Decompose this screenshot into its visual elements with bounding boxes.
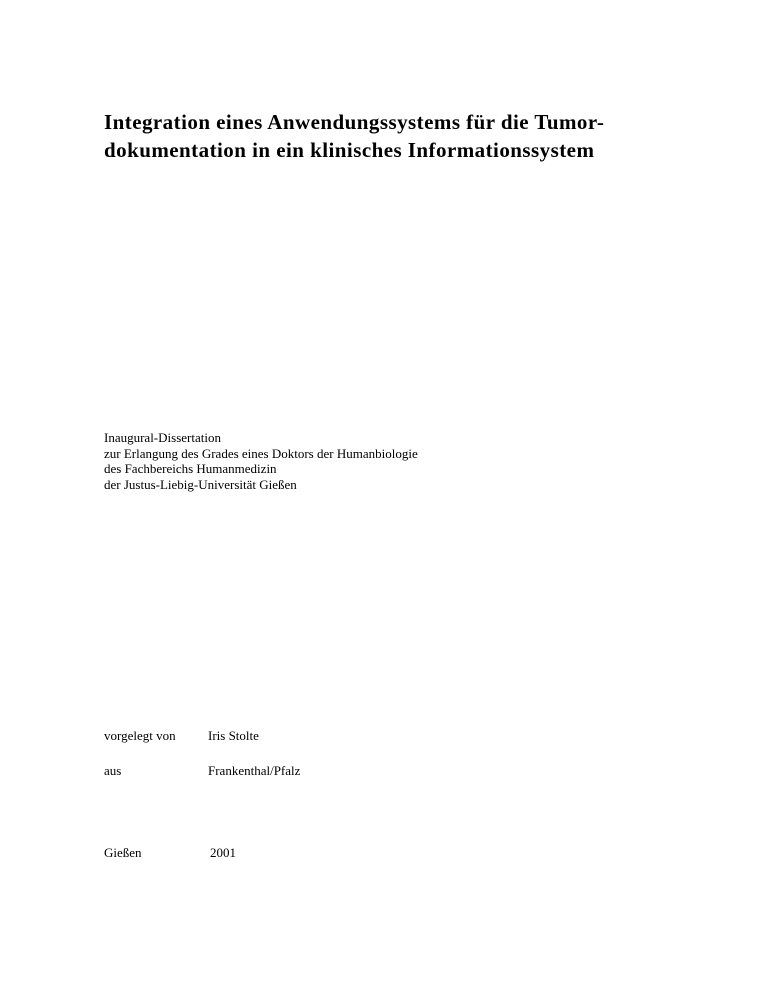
title-line-2: dokumentation in ein klinisches Informationssystem	[104, 138, 595, 162]
author-label: vorgelegt von	[104, 728, 176, 743]
dissertation-line-2: zur Erlangung des Grades eines Doktors der Humanbiologie	[104, 445, 418, 461]
author-row	[104, 728, 259, 743]
place-date-row	[104, 845, 236, 860]
author-name: Iris Stolte	[208, 728, 259, 743]
origin-place: Frankenthal/Pfalz	[208, 763, 301, 778]
dissertation-line-1: Inaugural-Dissertation	[104, 430, 221, 445]
dissertation-line-4: der Justus-Liebig-Universität Gießen	[104, 476, 297, 492]
dissertation-statement	[104, 430, 418, 492]
dissertation-line-3: des Fachbereichs Humanmedizin	[104, 461, 277, 476]
place-label: Gießen	[104, 845, 142, 860]
year: 2001	[210, 845, 236, 860]
origin-label: aus	[104, 763, 122, 778]
document-title	[104, 108, 684, 164]
origin-row	[104, 763, 301, 778]
title-line-1: Integration eines Anwendungssystems für die Tumor-	[104, 110, 605, 134]
